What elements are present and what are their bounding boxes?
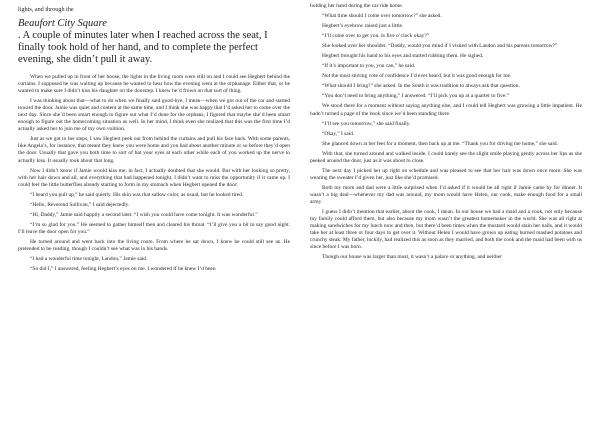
paragraph: With that, she turned around and walked inside. I could barely see the slight smile playing gently across her lips as she peeked around the door, just as it was about to close. <box>310 150 582 164</box>
paragraph: Now I didn’t know if Jamie would kiss me; in fact, I actually doubted that she would. But with her looking so pretty, with her hair down and all, and everything that had happened tonight, I didn’t want to miss the opportunity if it came up. I could feel the little butterflies already starting to form in my stomach when Hegbert opened the door. <box>18 167 290 188</box>
paragraph: “So did I,” I answered, feeling Hegbert’s eyes on me. I wondered if he knew I’d been <box>30 266 216 273</box>
paragraph: “What should I bring?” she asked. In the South it was tradition to always ask that question. <box>322 83 520 90</box>
paragraph: “I had a wonderful time tonight, Landon,” Jamie said. <box>30 256 148 263</box>
paragraph: She glanced down at her feet for a moment, then back up at me. “Thank you for driving me home,” she said. <box>322 140 559 147</box>
left-page <box>18 0 290 424</box>
paragraph: Both my mom and dad were a little surprised when I’d asked if it would be all right if Jamie came by for dinner. It wasn’t a big deal—whenever my dad was around, my mom would have Helen, our cook, make enough food for a small army. <box>310 184 582 205</box>
paragraph: I guess I didn’t mention that earlier, about the cook, I mean. In our house we had a maid and a cook, not only because my family could afford them, but also because my mom wasn’t the greatest homemaker in the world. She was all right at making sandwiches for my lunch now and then, but there’d been times when the mustard would stain her nails, and it would take her at least three or four days to get over it. Without Helen I would have grown up eating burned mashed potatoes and crunchy steak. My father, luckily, had realized this as soon as they married, and both the cook and the maid had been with us since before I was born. <box>310 209 582 251</box>
paragraph: He turned around and went back into the living room. From where he sat down, I knew he could still see us. He pretended to be reading, though I couldn’t see what was in his hands. <box>18 238 290 252</box>
paragraph: Hegbert’s eyebrow raised just a little. <box>322 23 404 30</box>
right-page <box>310 0 582 424</box>
lead-line: lights, and through the <box>18 6 74 13</box>
paragraph: The next day I picked her up right on schedule and was pleased to see that her hair was down once more. She was wearing the sweater I’d given her, just like she’d promised. <box>310 167 582 181</box>
sub-heading: Beaufort City Square <box>18 18 107 29</box>
paragraph: “I heard you pull up,” he said quietly. His skin was that sallow color, as usual, but he looked tired. <box>30 191 244 198</box>
paragraph: “Hello, Reverend Sullivan,” I said dejectedly. <box>30 201 130 208</box>
paragraph: We stood there for a moment without saying anything else, and I could tell Hegbert was growing a little impatient. He hadn’t turned a page of the book since we’d been standing there. <box>310 103 582 117</box>
paragraph: “I’m so glad for you.” He seemed to gather himself then and cleared his throat. “I’ll give you a bit to say good night. I’ll leave the door open for you.” <box>18 221 290 235</box>
paragraph: Though our house was larger than most, it wasn’t a palace or anything, and neither <box>322 254 502 261</box>
paragraph: Just as we got to her steps, I saw Hegbert peek out from behind the curtains and pull his face back. With some parents, like Angela’s, for instance, that meant they knew you were home and you had about another minute or so before they’d open the door. Usually that gave you both time to sort of hat your eyes at each other while each of you worked up the nerve to actually kiss. It usually took about that long. <box>18 136 290 164</box>
paragraph: “I’ll come over to get you. Is five o’clock okay?” <box>322 33 430 40</box>
paragraph: “What time should I come over tomorrow?” she asked. <box>322 13 442 20</box>
paragraph: holding her hand during the car ride home. <box>310 3 404 9</box>
paragraph: “You don’t need to bring anything,” I answered. “I’ll pick you up at a quarter to five.” <box>322 93 510 100</box>
paragraph: Not the most stirring vote of confidence I’d ever heard, but it was good enough for me. <box>322 73 512 80</box>
paragraph: I was thinking about that—what to do when we finally said good-bye, I mean—when we got out of the car and started toward the door. Jamie was quiet and content at the same time, and I think she was happy that I’d asked her to come over the next day. Since she’d been smart enough to figure out what I’d done for the orphans, I figured that maybe she’d been smart enough to figure out the homecoming situation as well. In her mind, I think even she realized that this was the first time I’d actually asked her to join me of my own volition. <box>18 98 290 133</box>
large-text-block: . A couple of minutes later when I reached across the seat, I finally took hold of her hand, and to complete the perfect evening, she didn’t pull it away. <box>18 30 268 65</box>
paragraph: “Okay,” I said. <box>322 130 355 137</box>
paragraph: “I’ll see you tomorrow,” she said finally. <box>322 120 411 127</box>
paragraph: “If it’s important to you, you can,” he said. <box>322 63 416 70</box>
paragraph: “Hi, Daddy,” Jamie said happily a second later. “I wish you could have come tonight. It was wonderful.” <box>30 211 258 218</box>
paragraph: When we pulled up in front of her house, the lights in the living room were still on and I could see Hegbert behind the curtains. I supposed he was waiting up because he wanted to hear how the evening went at the orphanage. Either that, or he wanted to make sure I didn’t kiss his daughter on the doorstep. I knew he’d frown on that sort of thing. <box>18 74 290 95</box>
paragraph: Hegbert brought his hand to his eyes and started rubbing them. He sighed. <box>322 53 484 60</box>
paragraph: She looked over her shoulder. “Daddy, would you mind if I visited with Landon and his parents tomorrow?” <box>322 43 558 50</box>
